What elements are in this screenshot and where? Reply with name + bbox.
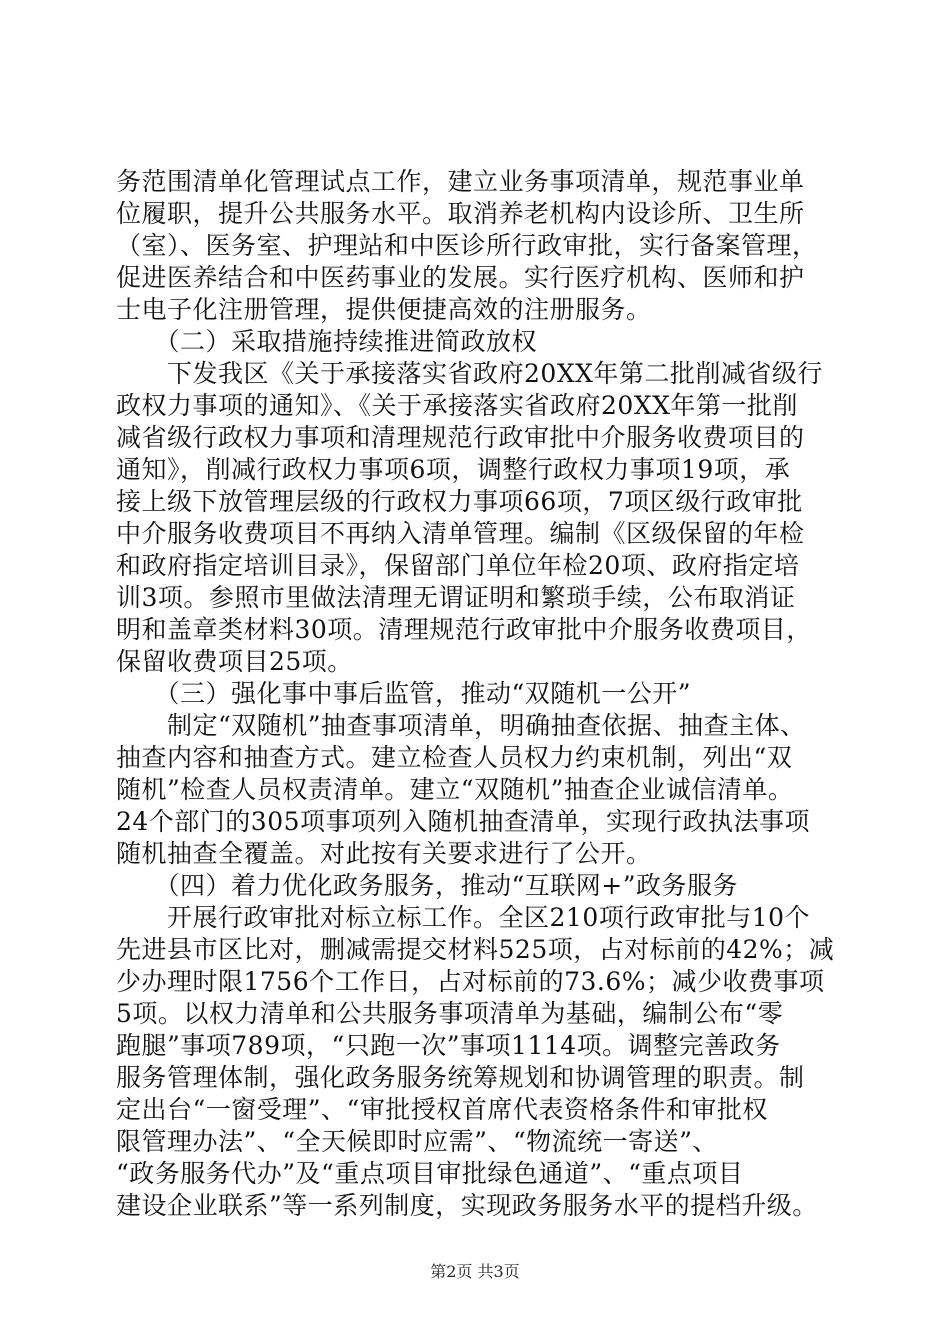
page-footer: 第2页 共3页 — [430, 1262, 520, 1281]
text-line: 5项。以权力清单和公共服务事项清单为基础，编制公布“零 — [116, 999, 784, 1028]
text-line: 24个部门的305项事项列入随机抽查清单，实现行政执法事项 — [116, 807, 811, 836]
text-line: 下发我区《关于承接落实省政府20XX年第二批削减省级行 — [116, 359, 823, 388]
text-line: （四）着力优化政务服务，推动“互联网+”政务服务 — [116, 871, 739, 900]
text-line: “政务服务代办”及“重点项目审批绿色通道”、“重点项目 — [116, 1159, 744, 1188]
text-line: 明和盖章类材料30项。清理规范行政审批中介服务收费项目， — [116, 615, 812, 644]
text-line: 减省级行政权力事项和清理规范行政审批中介服务收费项目的 — [116, 423, 805, 452]
text-line: 跑腿”事项789项，“只跑一次”事项1114项。调整完善政务 — [116, 1031, 781, 1060]
text-line: 士电子化注册管理，提供便捷高效的注册服务。 — [116, 295, 652, 324]
text-line: 务范围清单化管理试点工作，建立业务事项清单，规范事业单 — [116, 167, 805, 196]
text-line: 通知》，削减行政权力事项6项，调整行政权力事项19项，承 — [116, 455, 791, 484]
text-line: 位履职，提升公共服务水平。取消养老机构内设诊所、卫生所 — [116, 199, 805, 228]
text-line: 接上级下放管理层级的行政权力事项66项，7项区级行政审批 — [116, 487, 803, 516]
text-line: 随机抽查全覆盖。对此按有关要求进行了公开。 — [116, 839, 652, 868]
text-line: 开展行政审批对标立标工作。全区210项行政审批与10个 — [116, 903, 811, 932]
text-line: 定出台“一窗受理”、“审批授权首席代表资格条件和审批权 — [116, 1095, 768, 1124]
text-line: 服务管理体制，强化政务服务统筹规划和协调管理的职责。制 — [116, 1063, 805, 1092]
text-line: 训3项。参照市里做法清理无谓证明和繁琐手续，公布取消证 — [116, 583, 796, 612]
text-line: 限管理办法”、“全天候即时应需”、“物流统一寄送”、 — [116, 1127, 718, 1156]
text-line: （室）、医务室、护理站和中医诊所行政审批，实行备案管理， — [116, 231, 818, 260]
document-body — [116, 166, 836, 1222]
text-line: 中介服务收费项目不再纳入清单管理。编制《区级保留的年检 — [116, 519, 805, 548]
text-line: 抽查内容和抽查方式。建立检查人员权力约束机制，列出“双 — [116, 743, 793, 772]
text-line: 和政府指定培训目录》，保留部门单位年检20项、政府指定培 — [116, 551, 800, 580]
text-line: 政权力事项的通知》、《关于承接落实省政府20XX年第一批削 — [116, 391, 798, 420]
text-line: 随机”检查人员权责清单。建立“双随机”抽查企业诚信清单。 — [116, 775, 794, 804]
text-line: 促进医养结合和中医药事业的发展。实行医疗机构、医师和护 — [116, 263, 805, 292]
text-line: （二）采取措施持续推进简政放权 — [116, 327, 538, 356]
text-line: 制定“双随机”抽查事项清单，明确抽查依据、抽查主体、 — [116, 711, 806, 740]
text-line: 先进县市区比对，删减需提交材料525项，占对标前的42%；减 — [116, 935, 835, 964]
text-line: 建设企业联系”等一系列制度，实现政务服务水平的提档升级。 — [116, 1191, 818, 1220]
text-line: 保留收费项目25项。 — [116, 647, 353, 676]
text-line: 少办理时限1756个工作日，占对标前的73.6%；减少收费事项 — [116, 967, 825, 996]
text-line: （三）强化事中事后监管，推动“双随机一公开” — [116, 679, 692, 708]
